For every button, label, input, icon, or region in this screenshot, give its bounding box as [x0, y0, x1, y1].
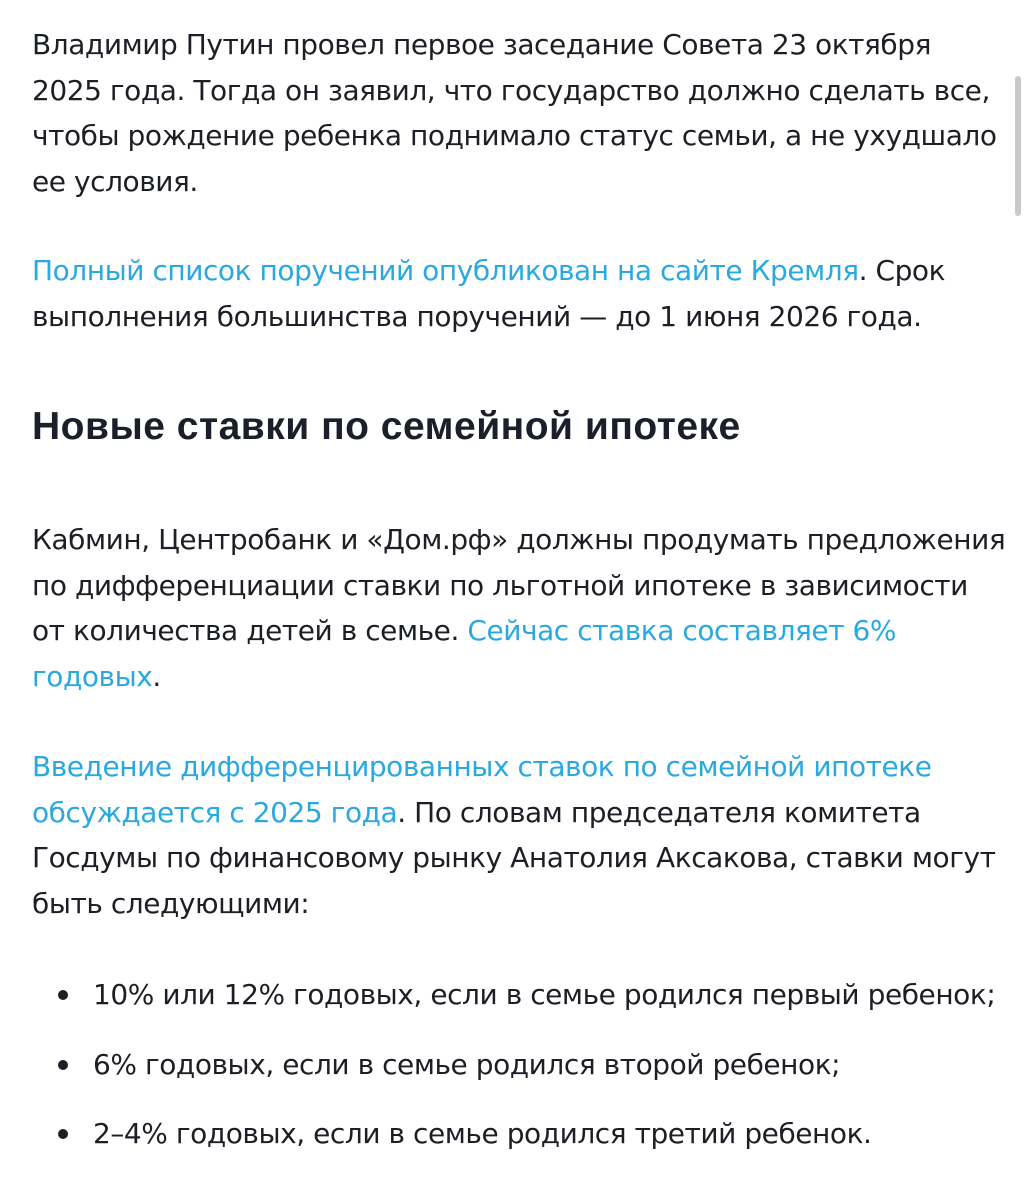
paragraph-orders-list — [32, 248, 1007, 339]
list-item-text: 6% годовых, если в семье родился второй ребенок; — [93, 1047, 841, 1081]
paragraph-mortgage-proposal — [32, 517, 1007, 699]
list-item-text: 10% или 12% годовых, если в семье родился первый ребенок; — [93, 978, 996, 1011]
list-item — [32, 1111, 1007, 1157]
paragraph-differentiated-rates — [32, 744, 1007, 926]
kremlin-orders-link[interactable]: Полный список поручений опубликован на сайте Кремля — [32, 254, 859, 287]
current-rate-link[interactable]: Сейчас ставка составляет 6% годовых — [32, 614, 897, 693]
list-item — [32, 972, 1007, 1018]
aksakov-quote-text: . По словам председателя комитета Госдумы по финансовому рынку Анатолия Аксакова, ставки могут быть следующими: — [32, 795, 996, 920]
article-body — [32, 22, 1007, 1157]
scrollbar-thumb[interactable] — [1015, 76, 1021, 216]
bullet-icon — [58, 990, 68, 1000]
paragraph-council-meeting: Владимир Путин провел первое заседание Совета 23 октября 2025 года. Тогда он заявил, что государство должно сделать все, чтобы рождение ребенка поднимало статус семьи, а не ухудшало ее условия. — [32, 28, 997, 198]
list-item — [32, 1042, 1007, 1088]
list-item-text: 2–4% годовых, если в семье родился третий ребенок. — [93, 1117, 872, 1150]
bullet-icon — [58, 1060, 68, 1070]
rates-list — [32, 972, 1007, 1157]
orders-deadline-text: . Срок выполнения большинства поручений — до 1 июня 2026 года. — [32, 254, 946, 333]
differentiated-rates-link[interactable]: Введение дифференцированных ставок по семейной ипотеке обсуждается с 2025 года — [32, 750, 932, 829]
mortgage-proposal-text: Кабмин, Центробанк и «Дом.рф» должны продумать предложения по дифференциации ставки по льготной ипотеке в зависимости от количества детей в семье. — [32, 523, 1006, 647]
paragraph-period: . — [152, 659, 161, 693]
section-heading: Новые ставки по семейной ипотеке — [32, 405, 741, 448]
bullet-icon — [58, 1129, 68, 1139]
